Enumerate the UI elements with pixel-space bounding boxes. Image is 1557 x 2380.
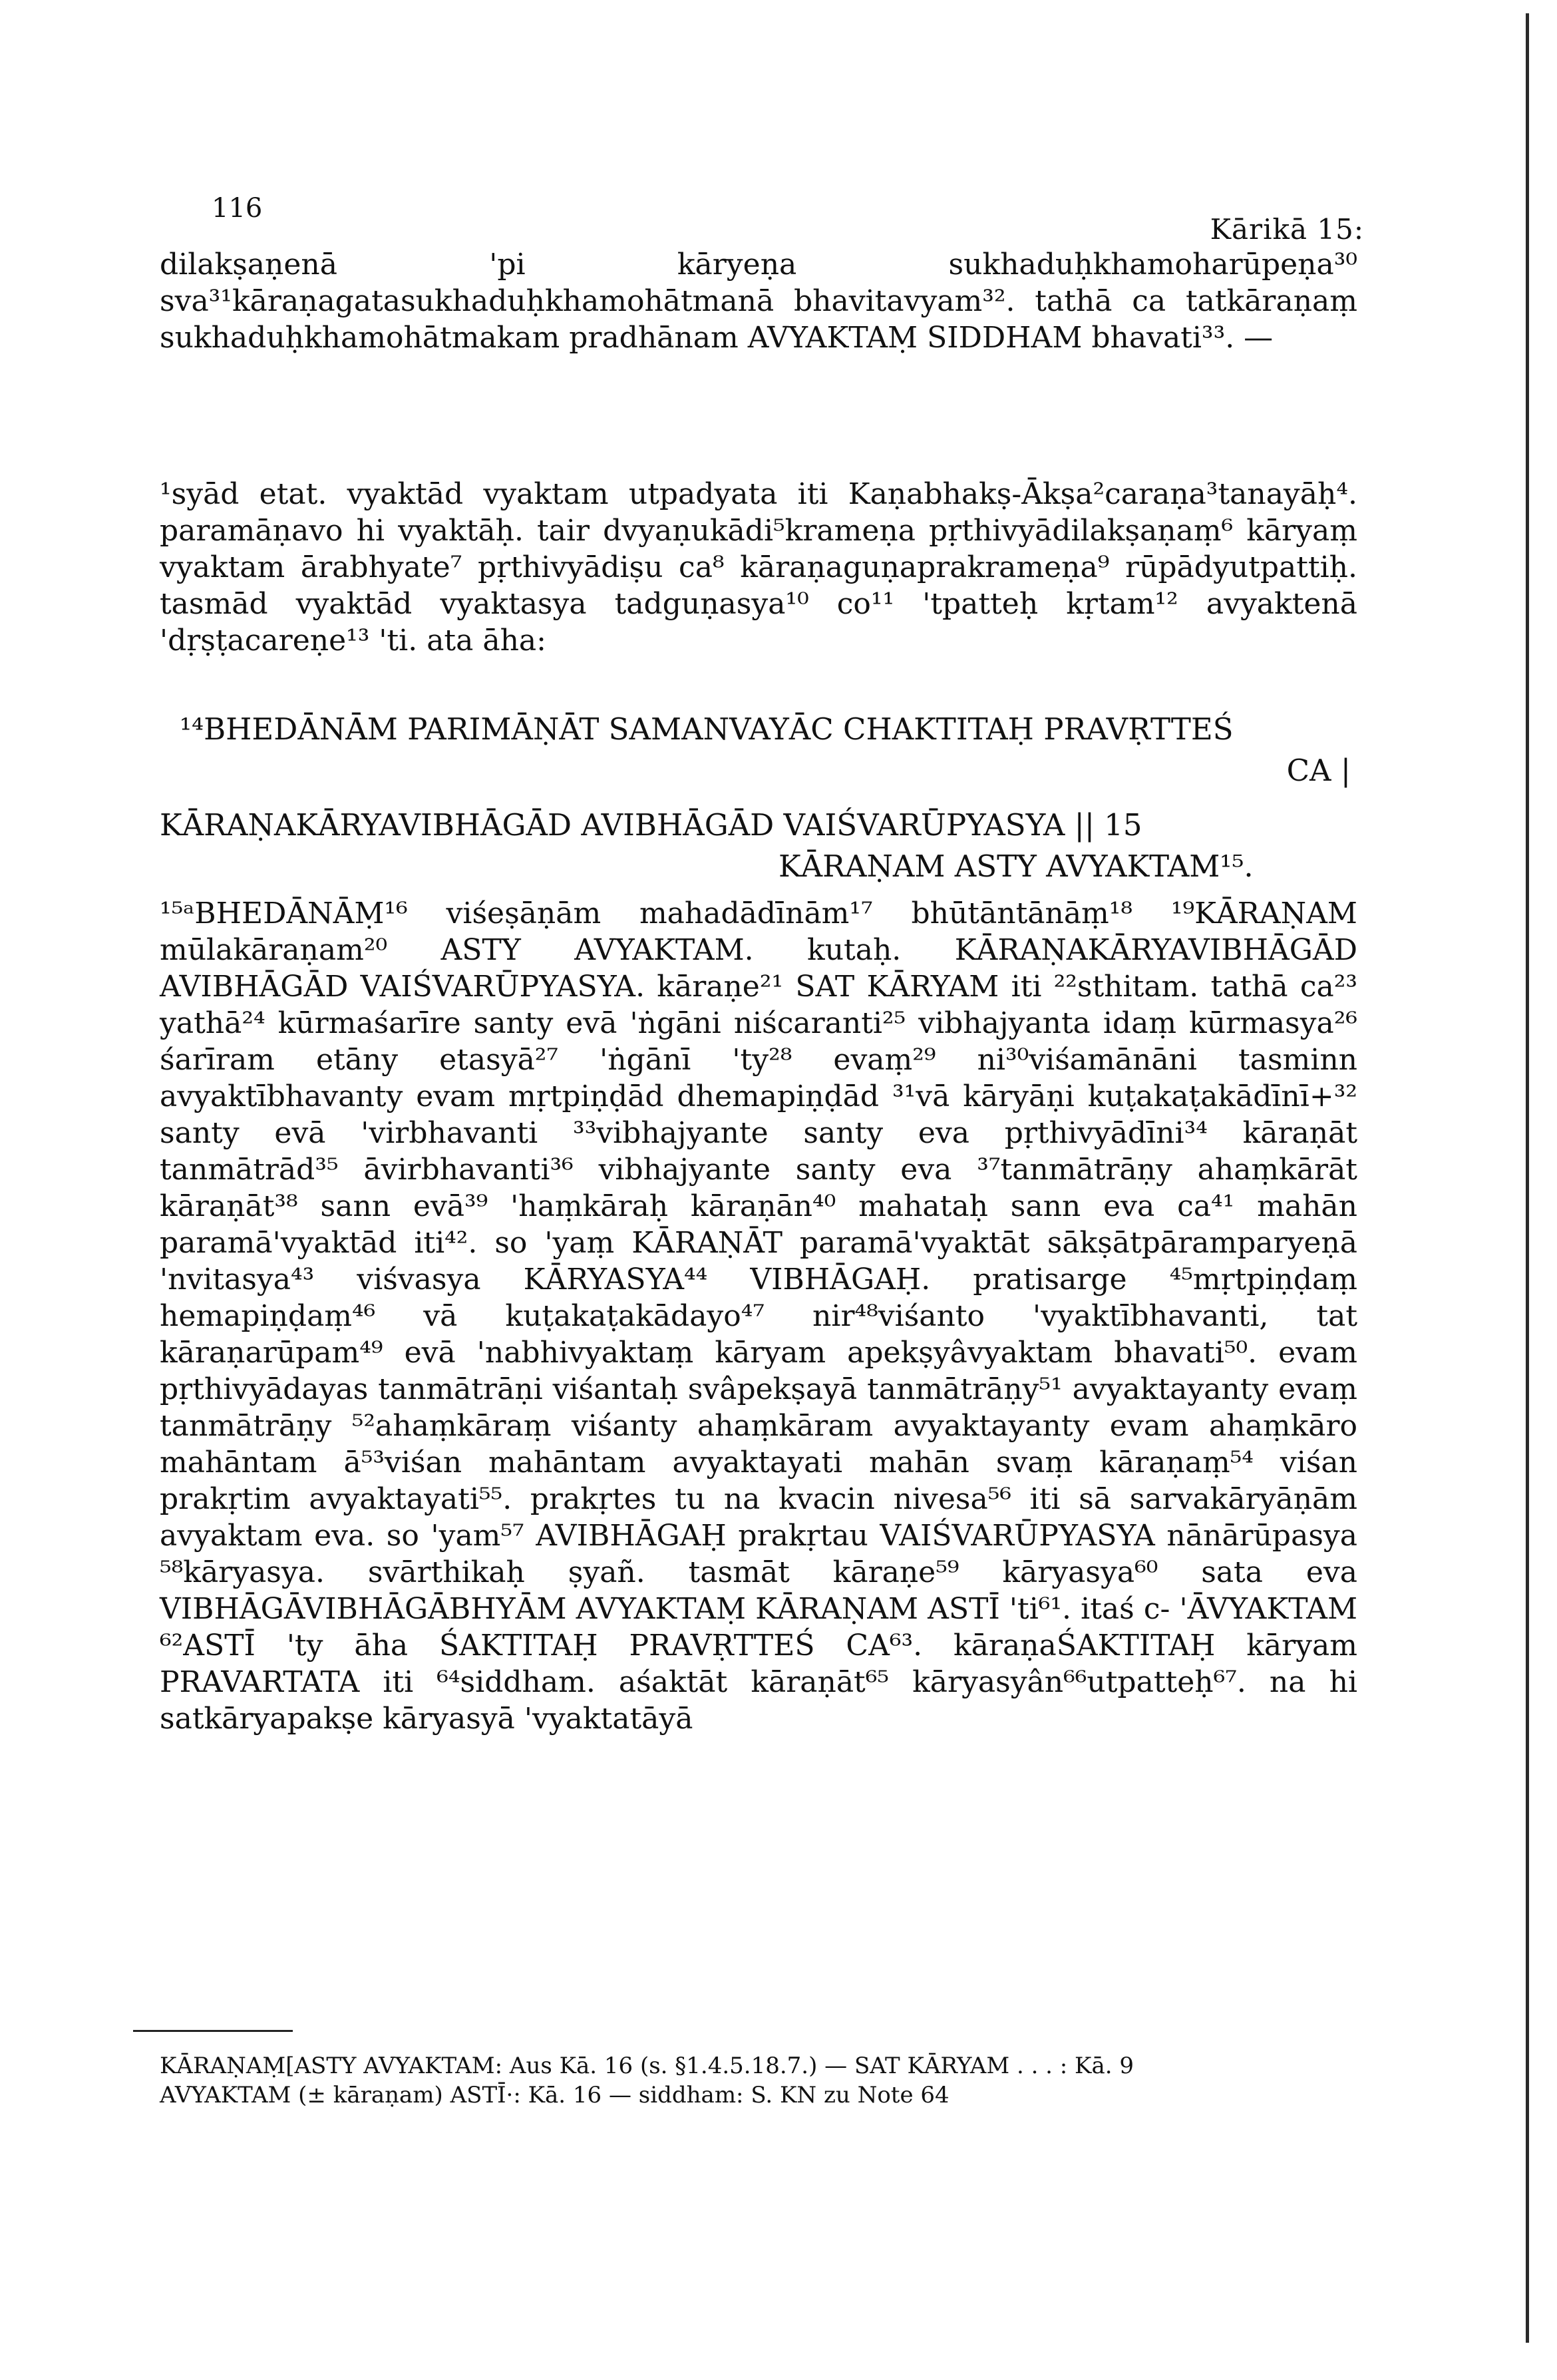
karika-line-2: CA | [1286,753,1351,788]
karika-line-4: KĀRAṆAM ASTY AVYAKTAM¹⁵. [778,849,1254,884]
karika-verse-15 [160,709,1357,887]
karika-line-1: ¹⁴BHEDĀNĀM PARIMĀṆĀT SAMANVAYĀC CHAKTITAḤ PRAVṚTTEŚ [180,711,1234,747]
paragraph-commentary-end: dilakṣaṇenā 'pi kāryeṇa sukhaduḥkhamoharūpeṇa³⁰ sva³¹kāraṇagatasukhaduḥkhamohātmanā bhavitavyam³². tathā ca tatkāraṇaṃ sukhaduḥkhamohātmakam pradhānam AVYAKTAṂ SIDDHAM bhavati³³. — [160,248,1357,355]
page-edge-shadow [1526,13,1529,2343]
karika-line-3: KĀRAṆAKĀRYAVIBHĀGĀD AVIBHĀGĀD VAIŚVARŪPYASYA || 15 [160,807,1142,843]
footnotes [160,2051,1357,2110]
page-number: 116 [212,193,263,224]
paragraph-commentary: ¹⁵ᵃBHEDĀNĀṂ¹⁶ viśeṣāṇām mahadādīnām¹⁷ bhūtāntānāṃ¹⁸ ¹⁹KĀRAṆAM mūlakāraṇam²⁰ ASTY AVYAKTAM. kutaḥ. KĀRAṆAKĀRYAVIBHĀGĀD AVIBHĀGĀD VAIŚVARŪPYASYA. kāraṇe²¹ SAT KĀRYAM iti ²²sthitam. tathā ca²³ yathā²⁴ kūrmaśarīre santy evā 'ṅgāni niścaranti²⁵ vibhajyanta idaṃ kūrmasya²⁶ śarīram etāny etasyā²⁷ 'ṅgānī 'ty²⁸ evaṃ²⁹ ni³⁰viśamānāni tasminn avyaktībhavanty evam mṛtpiṇḍād dhemapiṇḍād ³¹vā kāryāṇi kuṭakaṭakādīnī+³² santy evā 'virbhavanti ³³vibhajyante santy eva pṛthivyādīni³⁴ kāraṇāt tanmātrād³⁵ āvirbhavanti³⁶ vibhajyante santy eva ³⁷tanmātrāṇy ahaṃkārāt kāraṇāt³⁸ sann evā³⁹ 'haṃkāraḥ kāraṇān⁴⁰ mahataḥ sann eva ca⁴¹ mahān paramā'vyaktād iti⁴². so 'yaṃ KĀRAṆĀT paramā'vyaktāt sākṣātpāramparyeṇā 'nvitasya⁴³ viśvasya KĀRYASYA⁴⁴ VIBHĀGAḤ. pratisarge ⁴⁵mṛtpiṇḍaṃ hemapiṇḍaṃ⁴⁶ vā kuṭakaṭakādayo⁴⁷ nir⁴⁸viśanto 'vyaktībhavanti, tat kāraṇarūpam⁴⁹ evā 'nabhivyaktaṃ kāryam apekṣyâvyaktam bhavati⁵⁰. evam pṛthivyādayas tanmātrāṇi viśantaḥ svâpekṣayā tanmātrāṇy⁵¹ avyaktayanty evaṃ tanmātrāṇy ⁵²ahaṃkāraṃ viśanty ahaṃkāram avyaktayanty evam ahaṃkāro mahāntam ā⁵³viśan mahāntam avyaktayati mahān svaṃ kāraṇaṃ⁵⁴ viśan prakṛtim avyaktayati⁵⁵. prakṛtes tu na kvacin nivesa⁵⁶ iti sā sarvakāryāṇām avyaktam eva. so 'yam⁵⁷ AVIBHĀGAḤ prakṛtau VAIŚVARŪPYASYA nānārūpasya ⁵⁸kāryasya. svārthikaḥ ṣyañ. tasmāt kāraṇe⁵⁹ kāryasya⁶⁰ sata eva VIBHĀGĀVIBHĀGĀBHYĀM AVYAKTAṂ KĀRAṆAM ASTĪ 'ti⁶¹. itaś c- 'ĀVYAKTAM ⁶²ASTĪ 'ty āha ŚAKTITAḤ PRAVṚTTEŚ CA⁶³. kāraṇaŚAKTITAḤ kāryam PRAVARTATA iti ⁶⁴siddham. aśaktāt kāraṇāt⁶⁵ kāryasyân⁶⁶utpatteḥ⁶⁷. na hi satkāryapakṣe kāryasyā 'vyaktatāyā [160,896,1357,1736]
running-head: Kārikā 15: [1210,213,1364,246]
footnote-rule [133,2030,293,2032]
footnote-line-1: KĀRAṆAṂ[ASTY AVYAKTAM: Aus Kā. 16 (s. §1.4.5.18.7.) — SAT KĀRYAM . . . : Kā. 9 [160,2053,1134,2079]
paragraph-objection: ¹syād etat. vyaktād vyaktam utpadyata iti Kaṇabhakṣ-Ākṣa²caraṇa³tanayāḥ⁴. paramāṇavo hi vyaktāḥ. tair dvyaṇukādi⁵krameṇa pṛthivyādilakṣaṇaṃ⁶ kāryaṃ vyaktam ārabhyate⁷ pṛthivyādiṣu ca⁸ kāraṇaguṇaprakrameṇa⁹ rūpādyutpattiḥ. tasmād vyaktād vyaktasya tadguṇasya¹⁰ co¹¹ 'tpatteḥ kṛtam¹² avyaktenā 'dṛṣṭacareṇe¹³ 'ti. ata āha: [160,477,1357,658]
footnote-line-2: AVYAKTAM (± kāraṇam) ASTĪ·: Kā. 16 — siddham: S. KN zu Note 64 [160,2082,950,2108]
